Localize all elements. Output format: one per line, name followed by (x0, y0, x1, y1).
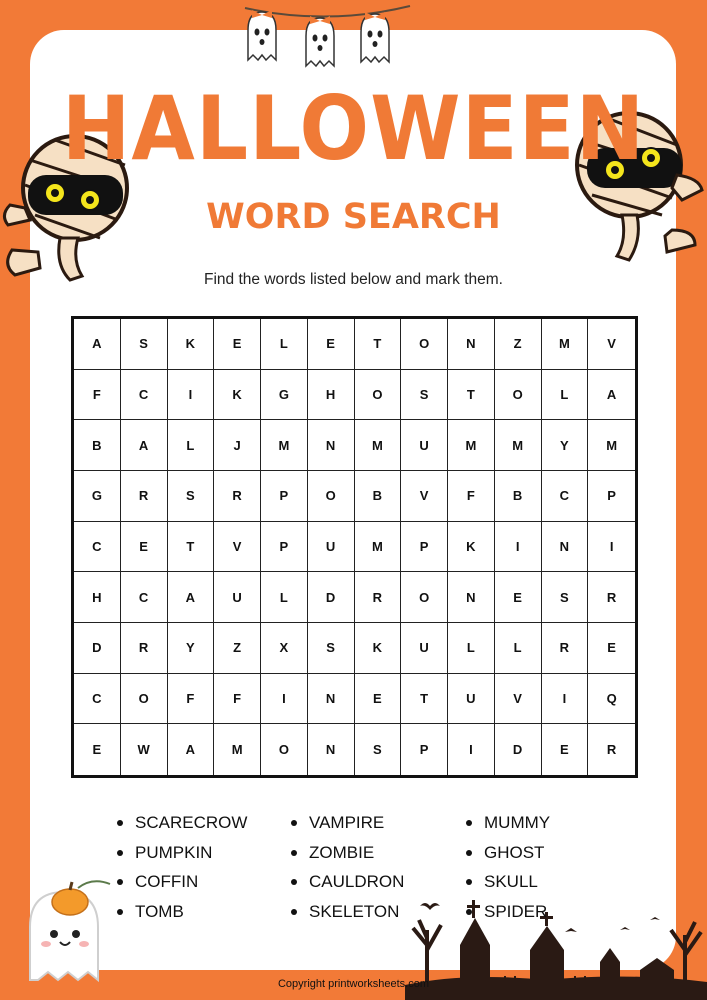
list-item: SPIDER (466, 897, 550, 927)
grid-cell: L (261, 572, 308, 623)
grid-cell: N (308, 420, 355, 471)
grid-cell: E (74, 724, 121, 775)
grid-cell: L (261, 319, 308, 370)
ghost-garland-icon (240, 0, 415, 68)
grid-cell: I (588, 522, 635, 573)
grid-cell: K (168, 319, 215, 370)
grid-cell: E (121, 522, 168, 573)
grid-cell: P (401, 522, 448, 573)
list-item: SCARECROW (117, 808, 247, 838)
grid-cell: Z (495, 319, 542, 370)
grid-cell: P (401, 724, 448, 775)
grid-cell: S (401, 370, 448, 421)
grid-cell: F (74, 370, 121, 421)
word-list-col-1 (117, 808, 247, 926)
grid-cell: I (261, 674, 308, 725)
list-item: TOMB (117, 897, 247, 927)
grid-cell: P (261, 522, 308, 573)
list-item: GHOST (466, 838, 550, 868)
grid-cell: B (355, 471, 402, 522)
grid-cell: R (214, 471, 261, 522)
grid-cell: L (542, 370, 589, 421)
grid-cell: K (448, 522, 495, 573)
grid-cell: A (74, 319, 121, 370)
list-item: ZOMBIE (291, 838, 404, 868)
grid-cell: L (495, 623, 542, 674)
grid-cell: O (121, 674, 168, 725)
grid-cell: D (74, 623, 121, 674)
grid-cell: Z (214, 623, 261, 674)
bat-icon (420, 900, 440, 912)
grid-cell: F (168, 674, 215, 725)
instructions-text: Find the words listed below and mark them. (204, 271, 503, 288)
grid-cell: Q (588, 674, 635, 725)
grid-cell: M (355, 522, 402, 573)
grid-cell: G (74, 471, 121, 522)
grid-cell: D (495, 724, 542, 775)
list-item: PUMPKIN (117, 838, 247, 868)
list-item: VAMPIRE (291, 808, 404, 838)
grid-cell: T (448, 370, 495, 421)
word-list-col-2 (291, 808, 404, 926)
grid-cell: E (214, 319, 261, 370)
grid-cell: C (121, 370, 168, 421)
grid-cell: M (214, 724, 261, 775)
grid-cell: C (121, 572, 168, 623)
grid-cell: O (401, 572, 448, 623)
grid-cell: U (448, 674, 495, 725)
grid-cell: E (542, 724, 589, 775)
copyright-text: Copyright printworksheets.com (277, 978, 429, 990)
grid-cell: A (588, 370, 635, 421)
grid-cell: M (588, 420, 635, 471)
grid-cell: B (74, 420, 121, 471)
grid-cell: U (308, 522, 355, 573)
grid-cell: R (121, 471, 168, 522)
grid-cell: V (588, 319, 635, 370)
grid-cell: I (448, 724, 495, 775)
list-item: MUMMY (466, 808, 550, 838)
grid-cell: L (168, 420, 215, 471)
grid-cell: G (261, 370, 308, 421)
grid-cell: U (401, 623, 448, 674)
grid-cell: K (214, 370, 261, 421)
page-subtitle: WORD SEARCH (206, 197, 501, 237)
grid-cell: O (308, 471, 355, 522)
grid-cell: O (261, 724, 308, 775)
grid-cell: S (355, 724, 402, 775)
list-item: COFFIN (117, 867, 247, 897)
grid-cell: N (448, 319, 495, 370)
grid-cell: N (308, 724, 355, 775)
list-item: SKULL (466, 867, 550, 897)
grid-cell: O (495, 370, 542, 421)
grid-cell: P (261, 471, 308, 522)
grid-cell: N (448, 572, 495, 623)
grid-cell: Y (168, 623, 215, 674)
grid-cell: V (495, 674, 542, 725)
grid-cell: M (261, 420, 308, 471)
grid-cell: R (606, 742, 617, 758)
grid-cell: M (448, 420, 495, 471)
page-title: HALLOWEEN (61, 78, 646, 181)
grid-cell: U (214, 572, 261, 623)
grid-cell: C (542, 471, 589, 522)
grid-cell: I (168, 370, 215, 421)
word-list-col-3 (466, 808, 550, 926)
grid-cell: N (542, 522, 589, 573)
grid-cell: T (168, 522, 215, 573)
grid-cell: F (448, 471, 495, 522)
grid-cell: W (121, 724, 168, 775)
grid-cell: B (495, 471, 542, 522)
grid-cell: V (214, 522, 261, 573)
list-item: SKELETON (291, 897, 404, 927)
grid-cell: P (588, 471, 635, 522)
grid-cell: A (168, 572, 215, 623)
grid-cell: L (448, 623, 495, 674)
grid-cell: H (74, 572, 121, 623)
grid-cell: K (355, 623, 402, 674)
grid-cell: E (588, 623, 635, 674)
grid-cell: E (495, 572, 542, 623)
grid-cell: I (495, 522, 542, 573)
grid-cell: M (495, 420, 542, 471)
grid-cell: E (308, 319, 355, 370)
list-item: CAULDRON (291, 867, 404, 897)
grid-cell: J (214, 420, 261, 471)
grid-cell: E (355, 674, 402, 725)
grid-cell: O (355, 370, 402, 421)
grid-cell: F (214, 674, 261, 725)
grid-cell: S (168, 471, 215, 522)
grid-cell: M (542, 319, 589, 370)
grid-cell: V (401, 471, 448, 522)
grid-cell: I (542, 674, 589, 725)
grid-cell: H (308, 370, 355, 421)
grid-cell: U (401, 420, 448, 471)
grid-cell: N (308, 674, 355, 725)
grid-cell: R (355, 572, 402, 623)
grid-cell: D (308, 572, 355, 623)
grid-cell: T (401, 674, 448, 725)
grid-cell: O (401, 319, 448, 370)
grid-cell: C (74, 674, 121, 725)
grid-cell: C (74, 522, 121, 573)
grid-cell: Y (542, 420, 589, 471)
grid-cell: S (308, 623, 355, 674)
grid-cell: S (542, 572, 589, 623)
word-search-grid (71, 316, 638, 778)
grid-cell: R (542, 623, 589, 674)
grid-cell: R (588, 572, 635, 623)
grid-cell: A (168, 724, 215, 775)
grid-cell: X (261, 623, 308, 674)
grid-cell: R (121, 623, 168, 674)
grid-cell: T (355, 319, 402, 370)
grid-cell: A (121, 420, 168, 471)
ghost-pumpkin-icon (12, 872, 122, 984)
grid-cell: S (121, 319, 168, 370)
grid-cell: M (355, 420, 402, 471)
